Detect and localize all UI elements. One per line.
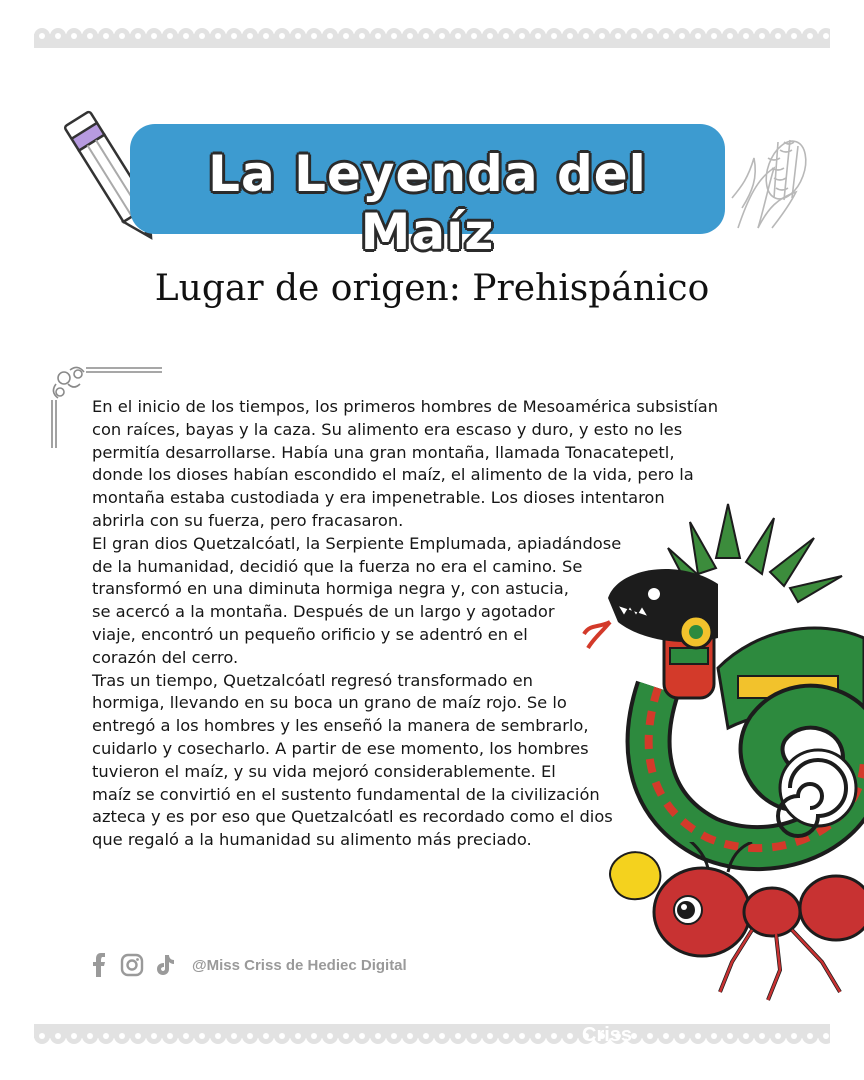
scallop-dot — [55, 1033, 61, 1039]
scallop-dot — [119, 1033, 125, 1039]
tiktok-icon[interactable] — [152, 953, 176, 977]
scallop-dot — [551, 1033, 557, 1039]
scallop-dot — [391, 33, 397, 39]
scallop-dot — [455, 33, 461, 39]
story-line: azteca y es por eso que Quetzalcóatl es recordado como el dios — [92, 807, 613, 827]
story-line: que regaló a la humanidad su alimento más preciado. — [92, 830, 532, 850]
scallop-dot — [279, 33, 285, 39]
story-line: corazón del cerro. — [92, 647, 239, 667]
scallop-dot — [647, 1033, 653, 1039]
story-line: Tras un tiempo, Quetzalcóatl regresó transformado en — [92, 670, 533, 690]
scallop-dot — [423, 1033, 429, 1039]
scallop-dot — [487, 1033, 493, 1039]
scallop-dot — [199, 1033, 205, 1039]
scallop-dot — [823, 33, 829, 39]
scallop-dot — [439, 1033, 445, 1039]
scallop-dot — [103, 1033, 109, 1039]
scallop-dot — [167, 33, 173, 39]
scallop-dot — [679, 1033, 685, 1039]
subtitle: Lugar de origen: Prehispánico — [154, 268, 710, 309]
scallop-dot — [39, 33, 45, 39]
scallop-dot — [391, 1033, 397, 1039]
scallop-dot — [71, 33, 77, 39]
scallop-dot — [503, 1033, 509, 1039]
scallop-dot — [199, 33, 205, 39]
scallop-dot — [135, 33, 141, 39]
scallop-dot — [263, 33, 269, 39]
scallop-dot — [727, 33, 733, 39]
story-line: con raíces, bayas y la caza. Su alimento era escaso y duro, y esto no les — [92, 419, 683, 439]
scallop-dot — [183, 1033, 189, 1039]
bottom-scallop-border — [34, 1024, 830, 1044]
scallop-dot — [135, 1033, 141, 1039]
scallop-dot — [359, 33, 365, 39]
scallop-dot — [39, 1033, 45, 1039]
scallop-dot — [695, 1033, 701, 1039]
scallop-dot — [583, 33, 589, 39]
scallop-dot — [519, 1033, 525, 1039]
scallop-dot — [807, 33, 813, 39]
story-line: transformó en una diminuta hormiga negra y, con astucia, — [92, 579, 569, 599]
title-banner — [133, 127, 722, 261]
scallop-dot — [87, 33, 93, 39]
scallop-dot — [439, 33, 445, 39]
scallop-dot — [215, 1033, 221, 1039]
scallop-dot — [311, 33, 317, 39]
story-line: El gran dios Quetzalcóatl, la Serpiente Emplumada, apiadándose — [92, 533, 622, 553]
scallop-dot — [71, 1033, 77, 1039]
story-line: donde los dioses habían escondido el maíz, el alimento de la vida, pero la — [92, 465, 694, 485]
top-scallop-border — [34, 28, 830, 48]
scallop-dot — [167, 1033, 173, 1039]
scallop-dot — [407, 1033, 413, 1039]
story-line: permitía desarrollarse. Había una gran montaña, llamada Tonacatepetl, — [92, 442, 675, 462]
scallop-dot — [775, 33, 781, 39]
scallop-dot — [599, 33, 605, 39]
scallop-dot — [215, 33, 221, 39]
story-line: cuidarlo y cosecharlo. A partir de ese momento, los hombres — [92, 738, 589, 758]
social-footer — [88, 952, 407, 978]
story-line: montaña estaba custodiada y era impenetrable. Los dioses intentaron — [92, 488, 665, 508]
corn-illustration — [728, 128, 818, 232]
scallop-dot — [663, 1033, 669, 1039]
scallop-dot — [327, 33, 333, 39]
story-line: se acercó a la montaña. Después de un largo y agotador — [92, 602, 555, 622]
scallop-dot — [311, 1033, 317, 1039]
scallop-dot — [487, 33, 493, 39]
watermark-logo: Criss — [582, 1024, 633, 1046]
scallop-dot — [791, 33, 797, 39]
scallop-dot — [247, 1033, 253, 1039]
scallop-dot — [375, 33, 381, 39]
story-line: de la humanidad, decidió que la fuerza no era el camino. Se — [92, 556, 583, 576]
scallop-dot — [711, 1033, 717, 1039]
scallop-dot — [295, 1033, 301, 1039]
scallop-dot — [119, 33, 125, 39]
scallop-dot — [87, 1033, 93, 1039]
scallop-dot — [503, 33, 509, 39]
scallop-dot — [535, 1033, 541, 1039]
scallop-dot — [647, 33, 653, 39]
story-line: tuvieron el maíz, y su vida mejoró considerablemente. El — [92, 761, 556, 781]
scallop-dot — [743, 1033, 749, 1039]
scallop-dot — [711, 33, 717, 39]
scallop-dot — [423, 33, 429, 39]
quetzalcoatl-serpent-illustration — [578, 498, 864, 880]
scallop-dot — [759, 1033, 765, 1039]
scallop-dot — [759, 33, 765, 39]
scallop-dot — [231, 1033, 237, 1039]
scallop-dot — [823, 1033, 829, 1039]
page-title: La Leyenda del Maíz — [208, 145, 647, 261]
scallop-dot — [455, 1033, 461, 1039]
scallop-dot — [247, 33, 253, 39]
social-handle: @Miss Criss de Hediec Digital — [192, 956, 407, 974]
scallop-dot — [55, 33, 61, 39]
scallop-dot — [263, 1033, 269, 1039]
scallop-dot — [471, 1033, 477, 1039]
instagram-icon[interactable] — [120, 953, 144, 977]
scallop-dot — [359, 1033, 365, 1039]
scallop-dot — [695, 33, 701, 39]
scallop-dot — [615, 33, 621, 39]
scallop-dot — [375, 1033, 381, 1039]
scallop-dot — [567, 1033, 573, 1039]
scallop-dot — [679, 33, 685, 39]
scallop-dot — [567, 33, 573, 39]
story-line: En el inicio de los tiempos, los primeros hombres de Mesoamérica subsistían — [92, 397, 719, 416]
story-line: hormiga, llevando en su boca un grano de maíz rojo. Se lo — [92, 693, 567, 713]
scallop-dot — [519, 33, 525, 39]
facebook-icon[interactable] — [88, 953, 112, 977]
scallop-dot — [551, 33, 557, 39]
scallop-dot — [535, 33, 541, 39]
scallop-dot — [727, 1033, 733, 1039]
scallop-dot — [471, 33, 477, 39]
scallop-dot — [343, 33, 349, 39]
scallop-dot — [327, 1033, 333, 1039]
scallop-dot — [295, 33, 301, 39]
scallop-dot — [279, 1033, 285, 1039]
scallop-dot — [791, 1033, 797, 1039]
scallop-dot — [183, 33, 189, 39]
scallop-dot — [743, 33, 749, 39]
story-line: abrirla con su fuerza, pero fracasaron. — [92, 510, 404, 530]
story-line: viaje, encontró un pequeño orificio y se adentró en el — [92, 624, 528, 644]
scallop-dot — [663, 33, 669, 39]
scallop-dot — [407, 33, 413, 39]
scallop-dot — [231, 33, 237, 39]
scallop-dot — [775, 1033, 781, 1039]
ant-illustration — [592, 842, 864, 1002]
scallop-dot — [807, 1033, 813, 1039]
scallop-dot — [151, 1033, 157, 1039]
scallop-dot — [631, 33, 637, 39]
story-line: entregó a los hombres y les enseñó la manera de sembrarlo, — [92, 716, 589, 736]
story-line: maíz se convirtió en el sustento fundamental de la civilización — [92, 784, 600, 804]
scallop-dot — [151, 33, 157, 39]
scallop-dot — [343, 1033, 349, 1039]
scallop-dot — [103, 33, 109, 39]
